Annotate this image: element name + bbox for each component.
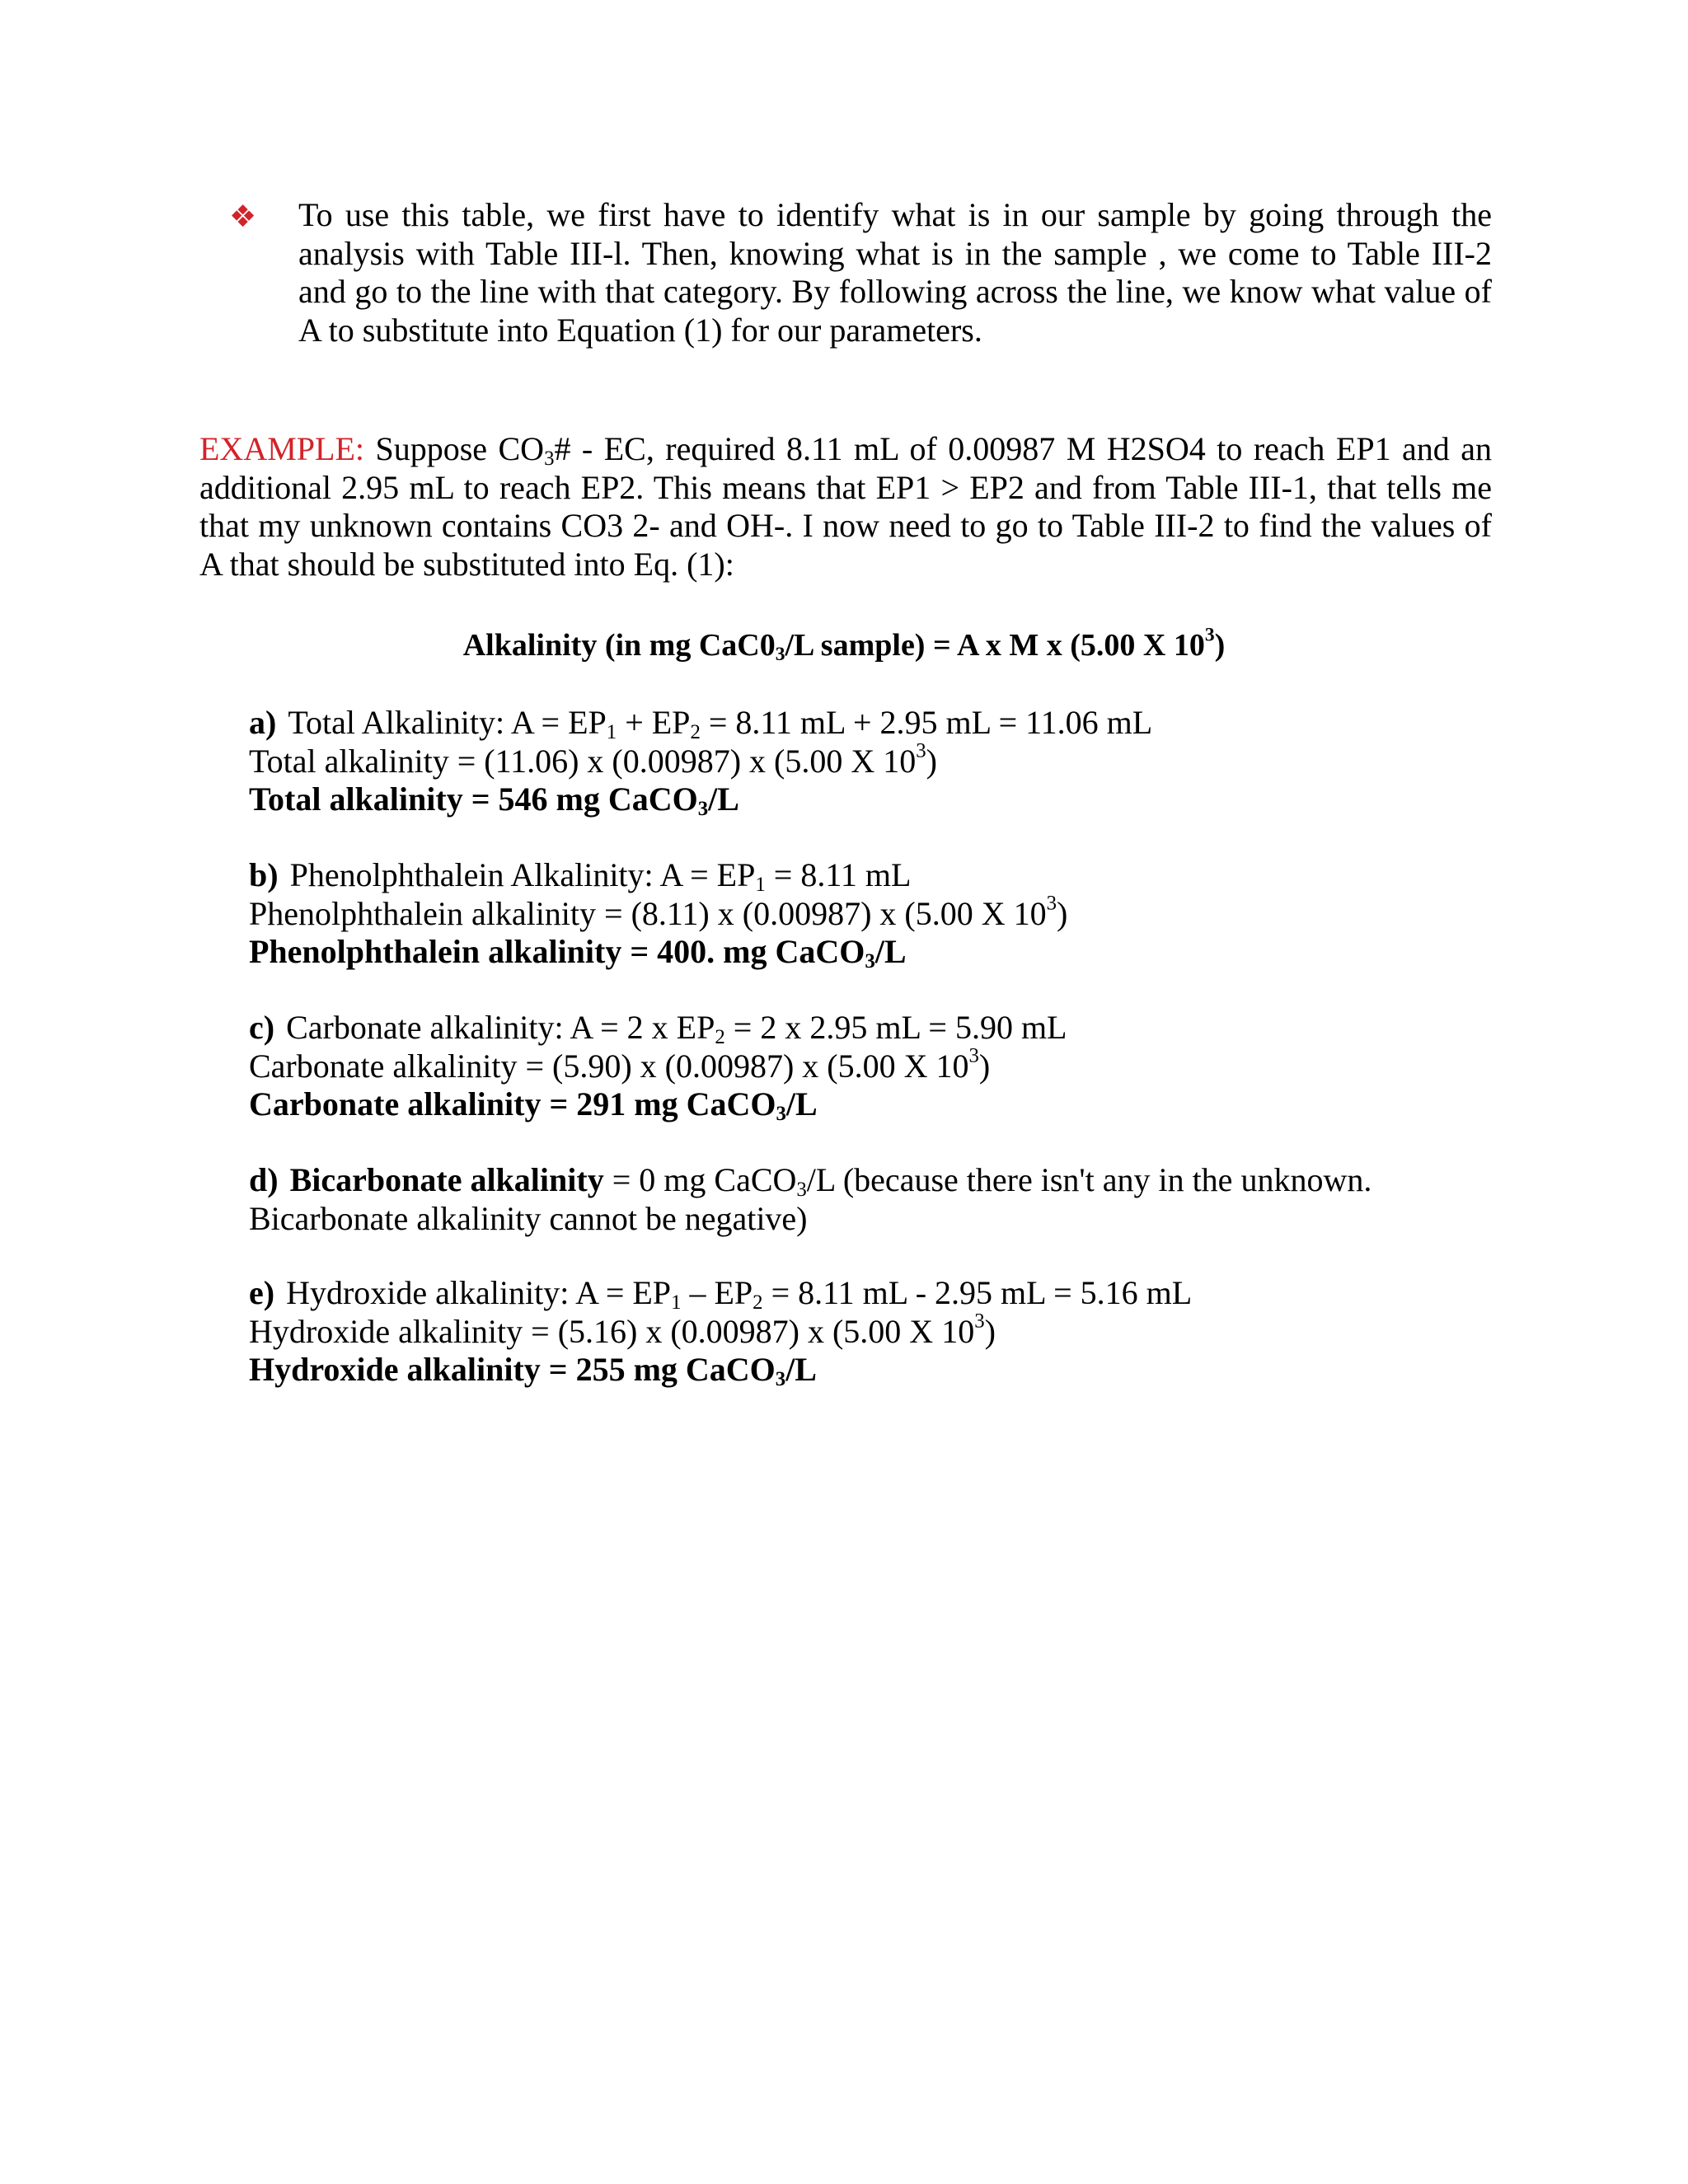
item-d-sub1: 3 — [796, 1179, 807, 1202]
diamond-bullet-icon: ❖ — [229, 199, 257, 234]
item-b-result-part1: Phenolphthalein alkalinity = 400. mg CaCO — [249, 933, 865, 970]
item-e-result-sub: 3 — [775, 1368, 786, 1391]
example-label: EXAMPLE: — [199, 430, 364, 467]
item-e-line2-part2: ) — [984, 1312, 996, 1350]
item-e-line1-part2: – EP — [681, 1274, 753, 1311]
item-c-result — [249, 1085, 1485, 1124]
item-b-line2 — [249, 891, 1485, 934]
item-e-sub2: 2 — [753, 1291, 763, 1315]
item-a-line1 — [249, 704, 1485, 743]
item-c-line2-part2: ) — [978, 1047, 991, 1085]
item-e-letter: e) — [249, 1274, 275, 1311]
item-a-line2-part1: Total alkalinity = (11.06) x (0.00987) x (5.00 X 10 — [249, 742, 917, 780]
example-text-part2: # - EC, required 8.11 mL of 0.00987 M H2SO4 to reach EP1 and an additional 2.95 mL to reach EP2. This means that EP1 > EP2 and from Table III-1, that tells me that my unknown contains CO3 2- and OH-. I now need to go to Table III-2 to find the values of A that should be substituted into Eq. (1): — [199, 430, 1492, 583]
formula-part3: ) — [1214, 628, 1226, 663]
formula-superscript: 3 — [1204, 624, 1215, 646]
formula-part2: /L sample) = A x M x (5.00 X 10 — [785, 628, 1205, 663]
item-a-line1-part3: = 8.11 mL + 2.95 mL = 11.06 mL — [700, 704, 1153, 741]
item-bicarbonate-alkalinity — [249, 1161, 1485, 1238]
item-hydroxide-alkalinity — [249, 1274, 1485, 1390]
item-c-result-sub: 3 — [776, 1103, 786, 1126]
item-e-line1 — [249, 1274, 1485, 1313]
item-c-result-part2: /L — [785, 1085, 818, 1122]
item-e-line1-part1: Hydroxide alkalinity: A = EP — [286, 1274, 672, 1311]
item-e-result-part2: /L — [785, 1351, 817, 1388]
item-phenolphthalein-alkalinity — [249, 856, 1485, 972]
item-d-bold-label: Bicarbonate alkalinity — [289, 1161, 604, 1198]
item-d-line1-part1: = 0 mg CaCO — [603, 1161, 797, 1198]
item-b-line1 — [249, 856, 1485, 895]
item-a-sup: 3 — [916, 738, 926, 762]
item-b-sub1: 1 — [755, 874, 766, 897]
item-e-result-part1: Hydroxide alkalinity = 255 mg CaCO — [249, 1351, 776, 1388]
item-b-result-part2: /L — [874, 933, 907, 970]
item-d-line1-part2: /L (because there isn't any in the unknown. — [806, 1161, 1372, 1198]
item-e-sup: 3 — [974, 1309, 985, 1332]
item-a-letter: a) — [249, 704, 277, 741]
item-d-line1 — [249, 1161, 1485, 1200]
item-b-sup: 3 — [1046, 891, 1057, 914]
item-a-line2-part2: ) — [926, 742, 937, 780]
item-a-sub2: 2 — [690, 721, 701, 744]
item-e-line2-part1: Hydroxide alkalinity = (5.16) x (0.00987) x (5.00 X 10 — [249, 1312, 975, 1350]
formula-subscript: 3 — [775, 643, 785, 665]
item-total-alkalinity — [249, 704, 1485, 819]
item-a-line1-part1: Total Alkalinity: A = EP — [288, 704, 607, 741]
item-b-line2-part2: ) — [1057, 894, 1068, 932]
item-a-line1-part2: + EP — [617, 704, 691, 741]
item-c-line2-part1: Carbonate alkalinity = (5.90) x (0.00987) x (5.00 X 10 — [249, 1047, 969, 1085]
item-b-line2-part1: Phenolphthalein alkalinity = (8.11) x (0.00987) x (5.00 X 10 — [249, 894, 1047, 932]
item-c-line1-part1: Carbonate alkalinity: A = 2 x EP — [286, 1009, 715, 1046]
item-d-line2: Bicarbonate alkalinity cannot be negative) — [249, 1199, 808, 1237]
item-e-sub1: 1 — [671, 1291, 682, 1315]
item-e-line2 — [249, 1309, 1485, 1352]
item-b-line1-part2: = 8.11 mL — [765, 856, 912, 893]
example-subscript: 3 — [544, 448, 555, 471]
item-a-line2 — [249, 738, 1485, 781]
item-c-sup: 3 — [968, 1043, 979, 1066]
item-b-line1-part1: Phenolphthalein Alkalinity: A = EP — [289, 856, 756, 893]
item-a-sub1: 1 — [606, 721, 617, 744]
item-b-result-sub: 3 — [865, 950, 875, 973]
item-c-line2 — [249, 1043, 1485, 1086]
item-c-line1-part2: = 2 x 2.95 mL = 5.90 mL — [724, 1009, 1067, 1046]
bullet-text: To use this table, we first have to identify what is in our sample by going through the analysis with Table III-l. Then, knowing what is in the sample , we come to Table III-2 and go to the line with that category. By following across the line, we know what value of A to substitute into Equation (1) for our parameters. — [298, 196, 1492, 349]
item-c-result-part1: Carbonate alkalinity = 291 mg CaCO — [249, 1085, 776, 1122]
item-b-result — [249, 933, 1485, 972]
example-text-part1: Suppose CO — [364, 430, 545, 467]
alkalinity-formula — [0, 626, 1688, 664]
example-paragraph — [199, 430, 1492, 583]
item-d-letter: d) — [249, 1161, 279, 1198]
formula-part1: Alkalinity (in mg CaC0 — [462, 628, 776, 663]
item-e-line1-part3: = 8.11 mL - 2.95 mL = 5.16 mL — [762, 1274, 1193, 1311]
item-c-sub1: 2 — [715, 1026, 725, 1049]
item-carbonate-alkalinity — [249, 1009, 1485, 1124]
item-c-letter: c) — [249, 1009, 275, 1046]
item-a-result-part2: /L — [708, 780, 739, 818]
item-a-result-sub: 3 — [697, 798, 709, 821]
item-c-line1 — [249, 1009, 1485, 1047]
item-b-letter: b) — [249, 856, 279, 893]
item-a-result-part1: Total alkalinity = 546 mg CaCO — [249, 780, 698, 818]
item-a-result — [249, 780, 1485, 819]
item-e-result — [249, 1351, 1485, 1390]
